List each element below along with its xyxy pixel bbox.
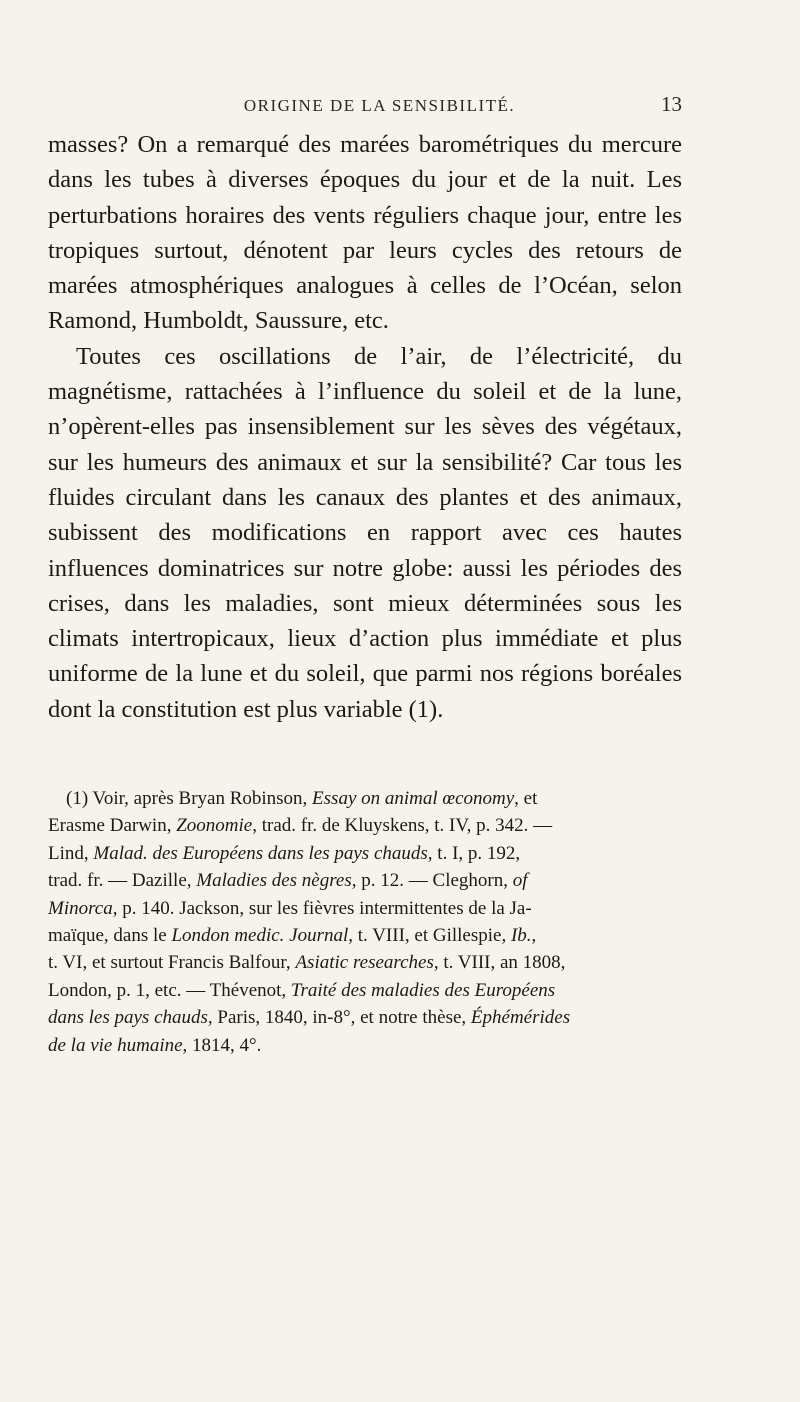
footnote-title: Éphémérides [470, 1007, 571, 1029]
footnote-title: dans les pays chauds [48, 1007, 208, 1029]
footnote-text: , 1814, 4°. [182, 1034, 262, 1056]
footnote-text: maïque, dans le [48, 925, 172, 947]
footnote-text: , et [514, 788, 538, 810]
footnote [48, 785, 682, 1059]
footnote-text: (1) Voir, après Bryan Robinson, [66, 788, 313, 810]
footnote-line [48, 867, 682, 894]
footnote-text: , t. VIII, an 1808, [433, 952, 566, 974]
footnote-title: Ib. [510, 925, 532, 947]
footnote-title: of [512, 870, 528, 892]
footnote-line [48, 1004, 682, 1031]
footnote-text: , [531, 925, 537, 947]
footnote-title: Zoonomie [176, 815, 253, 837]
footnote-title: London medic. Journal [171, 925, 349, 947]
footnote-text: trad. fr. — Dazille, [48, 870, 197, 892]
footnote-text: Erasme Darwin, [48, 815, 177, 837]
footnote-title: Maladies des nègres [196, 870, 352, 892]
running-title: ORIGINE DE LA SENSIBILITÉ. [243, 96, 516, 115]
footnote-text: , t. VIII, et Gillespie, [348, 925, 511, 947]
footnote-line [48, 949, 682, 976]
footnote-text: Lind, [48, 842, 94, 864]
footnote-line [48, 812, 682, 839]
footnote-line [48, 785, 682, 812]
paragraph-2-text: Toutes ces oscillations de l’air, de l’électricité, du magnétisme, rattachées à l’influence du soleil et de la lune, n’opèrent-elles pas insensiblement sur les sèves des végétaux, sur les humeurs des animaux et sur la sensibilité? Car tous les fluides circulant dans les canaux des plantes et des animaux, subissent des modifications en rapport avec ces hautes influences dominatrices sur notre globe: aussi les périodes des crises, dans les maladies, sont mieux déterminées sous les climats intertropicaux, lieux d’action plus immédiate et plus uniforme de la lune et du soleil, que parmi nos régions boréales dont la constitution est plus variable (1). [48, 342, 682, 723]
footnote-line [48, 977, 682, 1004]
footnote-text: , p. 140. Jackson, sur les fièvres intermittentes de la Ja- [112, 897, 532, 919]
footnote-title: Asiatic researches [295, 952, 434, 974]
footnote-line [48, 840, 682, 867]
footnote-text: London, p. 1, etc. — Thévenot, [48, 979, 291, 1001]
page-number: 13 [661, 92, 682, 116]
footnote-line [48, 922, 682, 949]
footnote-line [48, 1032, 682, 1059]
footnote-text: t. VI, et surtout Francis Balfour, [48, 952, 296, 974]
page-header [48, 92, 682, 117]
footnote-text: , p. 12. — Cleghorn, [351, 870, 513, 892]
footnote-title: Traité des maladies des Européens [290, 979, 556, 1001]
footnote-title: Minorca [48, 897, 113, 919]
paragraph-2 [48, 339, 682, 727]
footnote-title: de la vie humaine [48, 1034, 183, 1056]
paragraph-1: masses? On a remarqué des marées barométriques du mercure dans les tubes à diverses époques du jour et de la nuit. Les perturbations horaires des vents réguliers chaque jour, entre les tropiques surtout, dénotent par leurs cycles des retours de marées atmosphériques analogues à celles de l’Océan, selon Ramond, Humboldt, Saussure, etc. [48, 131, 682, 335]
footnote-title: Essay on animal œconomy [312, 788, 515, 810]
footnote-text: , t. I, p. 192, [427, 842, 521, 864]
footnote-title: Malad. des Européens dans les pays chauds [93, 842, 428, 864]
footnote-line [48, 895, 682, 922]
footnote-text: , Paris, 1840, in-8°, et notre thèse, [207, 1007, 471, 1029]
page-content [48, 92, 682, 1059]
footnote-text: , trad. fr. de Kluyskens, t. IV, p. 342. — [252, 815, 553, 837]
